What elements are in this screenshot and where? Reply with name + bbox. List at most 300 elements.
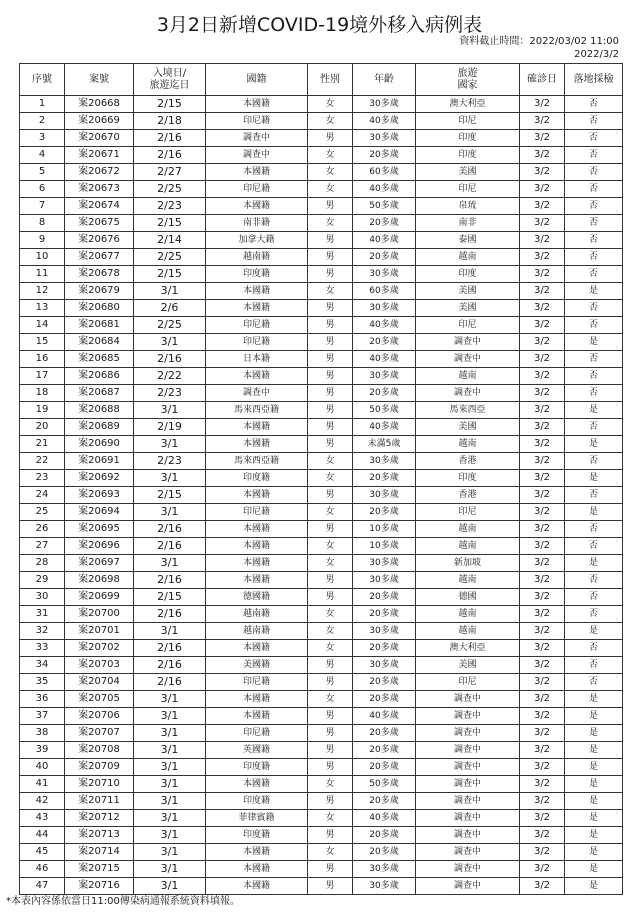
cell-travel-country: 印尼 [416, 317, 520, 334]
header-age: 年齡 [353, 64, 416, 96]
cell-diagnosis-date: 3/2 [520, 334, 565, 351]
cell-entry-date: 2/16 [134, 521, 206, 538]
cell-gender: 男 [308, 368, 353, 385]
cell-entry-date: 2/23 [134, 453, 206, 470]
cell-landing-test: 否 [565, 181, 623, 198]
imported-cases-table [19, 63, 623, 895]
table-row [20, 572, 623, 589]
cell-nationality: 本國籍 [206, 538, 308, 555]
cell-nationality: 本國籍 [206, 555, 308, 572]
cell-seq: 17 [20, 368, 65, 385]
cell-entry-date: 2/25 [134, 317, 206, 334]
table-row [20, 657, 623, 674]
cell-travel-country: 美國 [416, 657, 520, 674]
cell-diagnosis-date: 3/2 [520, 725, 565, 742]
cell-gender: 男 [308, 232, 353, 249]
cell-nationality: 馬來西亞籍 [206, 402, 308, 419]
cell-travel-country: 美國 [416, 283, 520, 300]
cell-case-no: 案20669 [65, 113, 134, 130]
cell-entry-date: 2/25 [134, 249, 206, 266]
cell-case-no: 案20681 [65, 317, 134, 334]
table-row [20, 589, 623, 606]
cell-entry-date: 2/18 [134, 113, 206, 130]
cell-gender: 女 [308, 844, 353, 861]
cell-diagnosis-date: 3/2 [520, 300, 565, 317]
cell-case-no: 案20672 [65, 164, 134, 181]
table-row [20, 96, 623, 113]
cell-entry-date: 2/16 [134, 640, 206, 657]
cell-gender: 男 [308, 742, 353, 759]
cell-gender: 女 [308, 96, 353, 113]
cell-case-no: 案20716 [65, 878, 134, 895]
cell-entry-date: 2/23 [134, 198, 206, 215]
cell-age: 10多歲 [353, 538, 416, 555]
cell-case-no: 案20687 [65, 385, 134, 402]
cell-case-no: 案20709 [65, 759, 134, 776]
cell-entry-date: 3/1 [134, 776, 206, 793]
cell-seq: 2 [20, 113, 65, 130]
table-row [20, 606, 623, 623]
cell-case-no: 案20703 [65, 657, 134, 674]
cell-age: 30多歲 [353, 555, 416, 572]
cell-landing-test: 是 [565, 742, 623, 759]
cell-entry-date: 3/1 [134, 436, 206, 453]
cell-nationality: 印度籍 [206, 827, 308, 844]
cell-age: 50多歲 [353, 402, 416, 419]
cell-age: 40多歲 [353, 181, 416, 198]
cell-nationality: 本國籍 [206, 368, 308, 385]
cell-seq: 38 [20, 725, 65, 742]
cell-nationality: 本國籍 [206, 96, 308, 113]
footnote: *本表內容係依當日11:00傳染病通報系統資料填報。 [6, 896, 240, 907]
cell-gender: 女 [308, 181, 353, 198]
cell-case-no: 案20693 [65, 487, 134, 504]
cell-landing-test: 是 [565, 759, 623, 776]
cell-nationality: 本國籍 [206, 708, 308, 725]
cell-diagnosis-date: 3/2 [520, 436, 565, 453]
cell-travel-country: 越南 [416, 249, 520, 266]
cell-diagnosis-date: 3/2 [520, 827, 565, 844]
cell-diagnosis-date: 3/2 [520, 453, 565, 470]
table-row [20, 521, 623, 538]
cell-entry-date: 3/1 [134, 742, 206, 759]
cell-seq: 35 [20, 674, 65, 691]
cell-gender: 女 [308, 147, 353, 164]
cell-age: 30多歲 [353, 572, 416, 589]
cell-seq: 42 [20, 793, 65, 810]
header-entry-date [134, 64, 206, 96]
cell-nationality: 本國籍 [206, 878, 308, 895]
cell-landing-test: 是 [565, 470, 623, 487]
cell-age: 20多歲 [353, 640, 416, 657]
cell-nationality: 本國籍 [206, 691, 308, 708]
cell-case-no: 案20708 [65, 742, 134, 759]
cell-diagnosis-date: 3/2 [520, 317, 565, 334]
cell-gender: 女 [308, 555, 353, 572]
cell-diagnosis-date: 3/2 [520, 215, 565, 232]
cell-landing-test: 否 [565, 164, 623, 181]
cell-entry-date: 2/25 [134, 181, 206, 198]
cell-nationality: 本國籍 [206, 776, 308, 793]
table-row [20, 419, 623, 436]
cell-diagnosis-date: 3/2 [520, 249, 565, 266]
cell-landing-test: 是 [565, 793, 623, 810]
cell-age: 20多歲 [353, 334, 416, 351]
cell-case-no: 案20711 [65, 793, 134, 810]
cell-age: 20多歲 [353, 793, 416, 810]
cell-diagnosis-date: 3/2 [520, 861, 565, 878]
cell-landing-test: 否 [565, 368, 623, 385]
table-row [20, 827, 623, 844]
cell-landing-test: 是 [565, 810, 623, 827]
cell-travel-country: 印尼 [416, 674, 520, 691]
cell-nationality: 印尼籍 [206, 334, 308, 351]
cell-seq: 24 [20, 487, 65, 504]
cell-entry-date: 2/15 [134, 215, 206, 232]
cell-seq: 30 [20, 589, 65, 606]
cell-diagnosis-date: 3/2 [520, 487, 565, 504]
cell-landing-test: 是 [565, 691, 623, 708]
cell-case-no: 案20701 [65, 623, 134, 640]
cell-entry-date: 2/16 [134, 538, 206, 555]
table-row [20, 147, 623, 164]
header-diagnosis-date: 確診日 [520, 64, 565, 96]
cell-gender: 女 [308, 504, 353, 521]
cell-nationality: 越南籍 [206, 606, 308, 623]
cell-gender: 女 [308, 776, 353, 793]
cell-landing-test: 否 [565, 419, 623, 436]
cell-landing-test: 是 [565, 878, 623, 895]
cell-case-no: 案20714 [65, 844, 134, 861]
cell-diagnosis-date: 3/2 [520, 708, 565, 725]
table-row [20, 164, 623, 181]
cell-diagnosis-date: 3/2 [520, 572, 565, 589]
cell-gender: 女 [308, 215, 353, 232]
cell-nationality: 印度籍 [206, 759, 308, 776]
cell-landing-test: 是 [565, 555, 623, 572]
cell-entry-date: 3/1 [134, 725, 206, 742]
table-row [20, 232, 623, 249]
header-landing-test: 落地採檢 [565, 64, 623, 96]
data-cutoff-time: 資料截止時間：2022/03/02 11:00 [459, 36, 619, 47]
cell-age: 20多歲 [353, 827, 416, 844]
cell-seq: 13 [20, 300, 65, 317]
report-date: 2022/3/2 [574, 49, 619, 60]
cell-landing-test: 否 [565, 487, 623, 504]
cell-case-no: 案20696 [65, 538, 134, 555]
cell-age: 30多歲 [353, 266, 416, 283]
header-travel-country-line2: 國家 [457, 79, 478, 91]
cell-landing-test: 是 [565, 436, 623, 453]
cell-entry-date: 2/16 [134, 674, 206, 691]
cell-travel-country: 澳大利亞 [416, 640, 520, 657]
cell-case-no: 案20684 [65, 334, 134, 351]
cell-entry-date: 2/16 [134, 130, 206, 147]
cell-diagnosis-date: 3/2 [520, 657, 565, 674]
cell-gender: 女 [308, 606, 353, 623]
header-travel-country [416, 64, 520, 96]
cell-entry-date: 3/1 [134, 470, 206, 487]
cell-seq: 11 [20, 266, 65, 283]
table-row [20, 300, 623, 317]
cell-age: 50多歲 [353, 776, 416, 793]
cell-travel-country: 越南 [416, 606, 520, 623]
cell-landing-test: 否 [565, 589, 623, 606]
cell-gender: 男 [308, 300, 353, 317]
table-row [20, 640, 623, 657]
cell-seq: 12 [20, 283, 65, 300]
cell-landing-test: 否 [565, 249, 623, 266]
cell-diagnosis-date: 3/2 [520, 640, 565, 657]
cell-gender: 女 [308, 470, 353, 487]
cell-gender: 男 [308, 657, 353, 674]
cell-diagnosis-date: 3/2 [520, 793, 565, 810]
cell-gender: 女 [308, 640, 353, 657]
cell-case-no: 案20686 [65, 368, 134, 385]
cell-entry-date: 3/1 [134, 793, 206, 810]
cell-age: 20多歲 [353, 215, 416, 232]
cell-gender: 女 [308, 623, 353, 640]
cell-diagnosis-date: 3/2 [520, 623, 565, 640]
cell-diagnosis-date: 3/2 [520, 810, 565, 827]
cell-age: 40多歲 [353, 810, 416, 827]
cell-seq: 31 [20, 606, 65, 623]
cell-nationality: 越南籍 [206, 249, 308, 266]
cell-travel-country: 印度 [416, 470, 520, 487]
cell-seq: 32 [20, 623, 65, 640]
cell-case-no: 案20689 [65, 419, 134, 436]
cell-entry-date: 2/16 [134, 657, 206, 674]
cell-entry-date: 2/19 [134, 419, 206, 436]
cell-seq: 40 [20, 759, 65, 776]
table-row [20, 708, 623, 725]
cell-landing-test: 否 [565, 572, 623, 589]
cell-case-no: 案20695 [65, 521, 134, 538]
cell-age: 40多歲 [353, 317, 416, 334]
cell-diagnosis-date: 3/2 [520, 470, 565, 487]
cell-nationality: 調查中 [206, 147, 308, 164]
cell-travel-country: 越南 [416, 521, 520, 538]
cell-diagnosis-date: 3/2 [520, 419, 565, 436]
cell-seq: 21 [20, 436, 65, 453]
table-row [20, 759, 623, 776]
cell-landing-test: 否 [565, 538, 623, 555]
cell-seq: 33 [20, 640, 65, 657]
cell-travel-country: 新加坡 [416, 555, 520, 572]
cell-gender: 男 [308, 385, 353, 402]
table-row [20, 436, 623, 453]
cell-gender: 男 [308, 589, 353, 606]
cell-diagnosis-date: 3/2 [520, 776, 565, 793]
cell-gender: 男 [308, 130, 353, 147]
cell-nationality: 本國籍 [206, 436, 308, 453]
cell-case-no: 案20685 [65, 351, 134, 368]
cell-case-no: 案20706 [65, 708, 134, 725]
header-seq: 序號 [20, 64, 65, 96]
cell-gender: 男 [308, 572, 353, 589]
cell-gender: 男 [308, 861, 353, 878]
cell-travel-country: 調查中 [416, 351, 520, 368]
cell-age: 30多歲 [353, 368, 416, 385]
cell-age: 20多歲 [353, 674, 416, 691]
cell-age: 30多歲 [353, 861, 416, 878]
cell-seq: 26 [20, 521, 65, 538]
cell-age: 30多歲 [353, 657, 416, 674]
cell-diagnosis-date: 3/2 [520, 198, 565, 215]
cell-travel-country: 調查中 [416, 725, 520, 742]
cell-seq: 25 [20, 504, 65, 521]
cell-seq: 1 [20, 96, 65, 113]
cell-landing-test: 否 [565, 266, 623, 283]
cell-travel-country: 調查中 [416, 742, 520, 759]
cell-seq: 28 [20, 555, 65, 572]
cell-age: 20多歲 [353, 759, 416, 776]
cell-nationality: 本國籍 [206, 487, 308, 504]
cell-diagnosis-date: 3/2 [520, 674, 565, 691]
cell-entry-date: 3/1 [134, 623, 206, 640]
cell-landing-test: 否 [565, 674, 623, 691]
table-row [20, 266, 623, 283]
cell-entry-date: 3/1 [134, 708, 206, 725]
cell-nationality: 馬來西亞籍 [206, 453, 308, 470]
cell-age: 20多歲 [353, 147, 416, 164]
cell-diagnosis-date: 3/2 [520, 147, 565, 164]
cell-diagnosis-date: 3/2 [520, 232, 565, 249]
cell-seq: 47 [20, 878, 65, 895]
cell-case-no: 案20677 [65, 249, 134, 266]
cell-nationality: 英國籍 [206, 742, 308, 759]
cell-gender: 男 [308, 436, 353, 453]
cell-gender: 男 [308, 674, 353, 691]
cell-seq: 23 [20, 470, 65, 487]
cell-travel-country: 調查中 [416, 385, 520, 402]
cell-landing-test: 是 [565, 283, 623, 300]
cell-diagnosis-date: 3/2 [520, 402, 565, 419]
cell-seq: 34 [20, 657, 65, 674]
header-case-no: 案號 [65, 64, 134, 96]
cell-age: 20多歲 [353, 470, 416, 487]
cell-diagnosis-date: 3/2 [520, 844, 565, 861]
cell-age: 40多歲 [353, 351, 416, 368]
cell-landing-test: 否 [565, 606, 623, 623]
cell-entry-date: 3/1 [134, 810, 206, 827]
cell-age: 30多歲 [353, 130, 416, 147]
cell-age: 未滿5歲 [353, 436, 416, 453]
cell-travel-country: 印尼 [416, 504, 520, 521]
cell-age: 30多歲 [353, 300, 416, 317]
cell-case-no: 案20678 [65, 266, 134, 283]
cell-seq: 27 [20, 538, 65, 555]
cell-age: 20多歲 [353, 606, 416, 623]
cell-nationality: 印尼籍 [206, 317, 308, 334]
cell-travel-country: 香港 [416, 453, 520, 470]
cell-seq: 29 [20, 572, 65, 589]
cell-landing-test: 否 [565, 232, 623, 249]
cell-diagnosis-date: 3/2 [520, 759, 565, 776]
cell-diagnosis-date: 3/2 [520, 385, 565, 402]
cell-travel-country: 印尼 [416, 181, 520, 198]
cell-gender: 女 [308, 283, 353, 300]
cell-gender: 女 [308, 164, 353, 181]
table-row [20, 215, 623, 232]
cell-nationality: 本國籍 [206, 300, 308, 317]
cell-age: 30多歲 [353, 878, 416, 895]
cell-age: 20多歲 [353, 385, 416, 402]
cell-case-no: 案20679 [65, 283, 134, 300]
cell-travel-country: 調查中 [416, 827, 520, 844]
cell-age: 40多歲 [353, 419, 416, 436]
cell-age: 30多歲 [353, 487, 416, 504]
cell-entry-date: 2/15 [134, 266, 206, 283]
cell-travel-country: 越南 [416, 623, 520, 640]
table-row [20, 776, 623, 793]
cell-nationality: 日本籍 [206, 351, 308, 368]
cell-travel-country: 調查中 [416, 776, 520, 793]
cell-seq: 14 [20, 317, 65, 334]
cell-case-no: 案20675 [65, 215, 134, 232]
table-row [20, 181, 623, 198]
cell-seq: 16 [20, 351, 65, 368]
cell-entry-date: 2/15 [134, 487, 206, 504]
cell-entry-date: 3/1 [134, 504, 206, 521]
cell-case-no: 案20674 [65, 198, 134, 215]
cell-seq: 44 [20, 827, 65, 844]
cell-nationality: 本國籍 [206, 419, 308, 436]
cell-landing-test: 否 [565, 657, 623, 674]
cell-age: 20多歲 [353, 249, 416, 266]
cell-travel-country: 美國 [416, 419, 520, 436]
cell-entry-date: 2/23 [134, 385, 206, 402]
cell-entry-date: 2/16 [134, 606, 206, 623]
cell-landing-test: 是 [565, 776, 623, 793]
cell-gender: 女 [308, 113, 353, 130]
table-row [20, 113, 623, 130]
table-row [20, 725, 623, 742]
cell-case-no: 案20705 [65, 691, 134, 708]
cell-seq: 7 [20, 198, 65, 215]
cell-diagnosis-date: 3/2 [520, 368, 565, 385]
cell-diagnosis-date: 3/2 [520, 878, 565, 895]
cell-landing-test: 否 [565, 198, 623, 215]
cell-landing-test: 是 [565, 725, 623, 742]
cell-entry-date: 3/1 [134, 844, 206, 861]
cell-diagnosis-date: 3/2 [520, 521, 565, 538]
cell-landing-test: 否 [565, 453, 623, 470]
cell-gender: 男 [308, 708, 353, 725]
cell-landing-test: 是 [565, 708, 623, 725]
cell-age: 30多歲 [353, 623, 416, 640]
cell-entry-date: 2/6 [134, 300, 206, 317]
cell-travel-country: 越南 [416, 436, 520, 453]
cell-travel-country: 調查中 [416, 844, 520, 861]
cell-nationality: 印尼籍 [206, 725, 308, 742]
table-row [20, 453, 623, 470]
cell-seq: 36 [20, 691, 65, 708]
cell-age: 20多歲 [353, 725, 416, 742]
cell-seq: 45 [20, 844, 65, 861]
cell-case-no: 案20692 [65, 470, 134, 487]
cell-nationality: 德國籍 [206, 589, 308, 606]
cell-travel-country: 越南 [416, 368, 520, 385]
cell-gender: 男 [308, 317, 353, 334]
cell-travel-country: 調查中 [416, 708, 520, 725]
cell-age: 40多歲 [353, 113, 416, 130]
cell-seq: 19 [20, 402, 65, 419]
cell-nationality: 南非籍 [206, 215, 308, 232]
cell-case-no: 案20676 [65, 232, 134, 249]
cell-seq: 10 [20, 249, 65, 266]
cell-gender: 男 [308, 351, 353, 368]
